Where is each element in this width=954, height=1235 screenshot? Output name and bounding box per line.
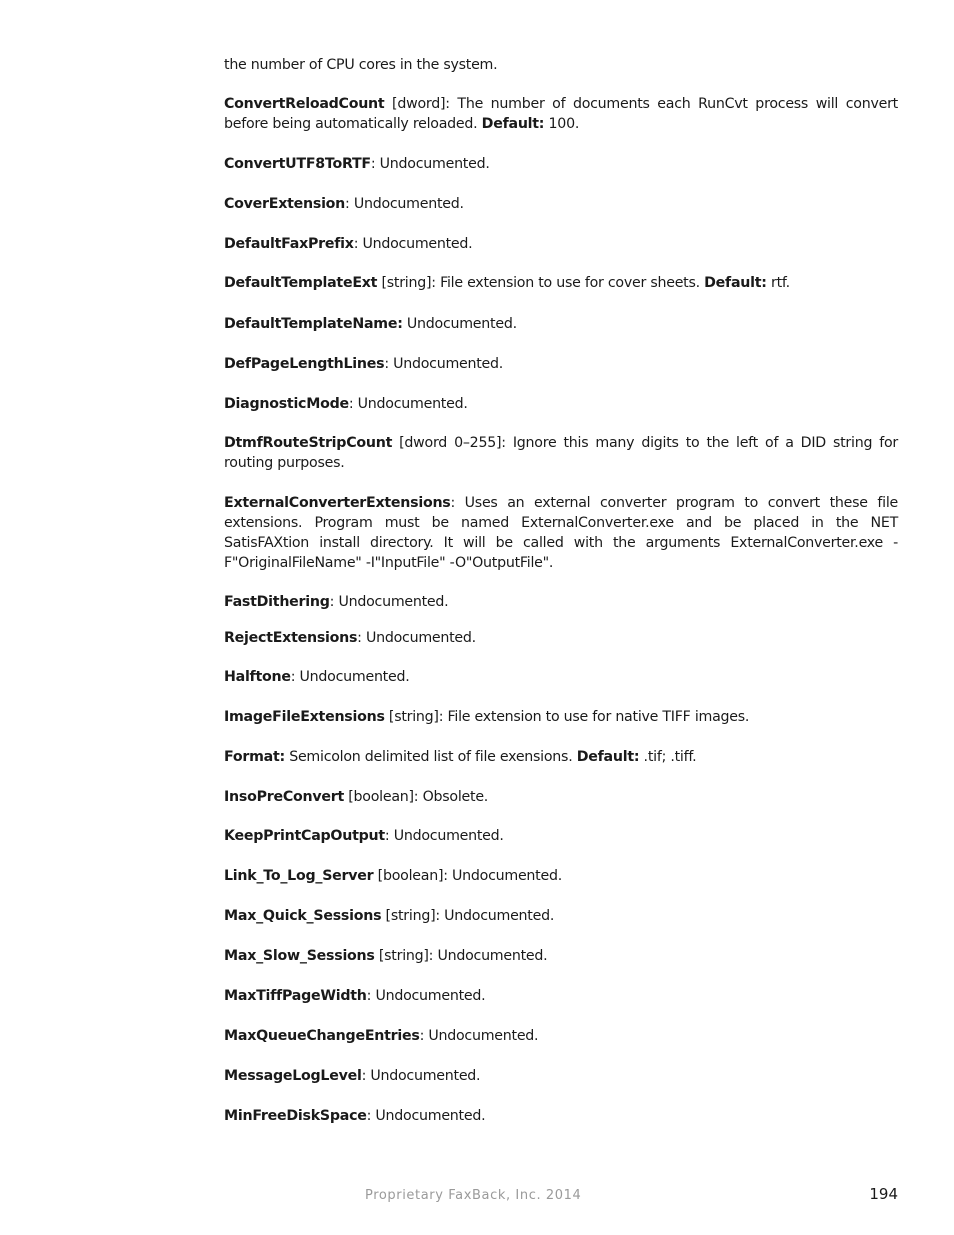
entry-text: : Undocumented. [366,988,486,1004]
entry-term: Max_Quick_Sessions [224,908,382,924]
entry-term: InsoPreConvert [224,789,344,805]
entry-term: DiagnosticMode [224,396,349,412]
entry-term: DtmfRouteStripCount [224,435,393,451]
entry-link-to-log-server [224,866,898,886]
entry-text: : Undocumented. [370,156,490,172]
entry-term: Max_Slow_Sessions [224,948,375,964]
entry-max-tiff-page-width [224,986,898,1006]
entry-halftone [224,667,898,687]
entry-text: [string]: Undocumented. [381,908,555,924]
entry-text: : Undocumented. [345,196,464,212]
page-number: 194 [869,1185,898,1203]
entry-max-quick-sessions [224,906,898,926]
entry-text: [boolean]: Undocumented. [373,868,562,884]
entry-text: : Undocumented. [419,1028,539,1044]
footer-copyright: Proprietary FaxBack, Inc. 2014 [365,1188,582,1203]
entry-term: Link_To_Log_Server [224,868,374,884]
entry-text: : Undocumented. [384,828,504,844]
entry-term: KeepPrintCapOutput [224,828,385,844]
entry-text: : Undocumented. [384,356,504,372]
entry-text: Semicolon delimited list of file exensions. [284,749,577,765]
entry-term: ConvertReloadCount [224,96,385,112]
entry-max-queue-change-entries [224,1026,898,1046]
entry-text: [string]: File extension to use for native TIFF images. [384,709,750,725]
entry-def-page-length-lines [224,354,898,374]
entry-text: : Undocumented. [329,594,449,610]
default-label: Default: [704,275,767,291]
entry-term: Format: [224,749,285,765]
entry-text: : Undocumented. [366,1108,486,1124]
entry-term: ExternalConverterExtensions [224,495,451,511]
entry-text: [dword 0–255]: Ignore this many digits to the left of a DID string for routing purposes. [224,435,898,471]
entry-min-free-disk-space [224,1106,898,1126]
entry-text: : Undocumented. [353,236,473,252]
default-value: .tif; .tiff. [639,749,697,765]
entry-message-log-level [224,1066,898,1086]
entry-term: DefaultFaxPrefix [224,236,354,252]
entry-text: Undocumented. [402,316,517,332]
entry-text: : Undocumented. [361,1068,481,1084]
entry-text: : Undocumented. [357,630,476,646]
entry-term: CoverExtension [224,196,346,212]
entry-cover-extension [224,194,898,214]
default-value: rtf. [766,275,790,291]
entry-text: [string]: File extension to use for cover sheets. [377,275,705,291]
entry-text: [boolean]: Obsolete. [344,789,489,805]
entry-term: MessageLogLevel [224,1068,362,1084]
default-label: Default: [481,116,545,132]
entry-text: : Undocumented. [348,396,468,412]
entry-default-template-name [224,314,898,334]
entry-default-template-ext [224,273,898,293]
entry-convert-utf8-to-rtf [224,154,898,174]
entry-fast-dithering [224,592,898,612]
entry-default-fax-prefix [224,234,898,254]
entry-max-slow-sessions [224,946,898,966]
entry-inso-pre-convert [224,787,898,807]
entry-term: ConvertUTF8ToRTF [224,156,371,172]
entry-diagnostic-mode [224,394,898,414]
entry-reject-extensions [224,628,898,648]
entry-term: DefPageLengthLines [224,356,385,372]
entry-text: [dword]: The number of documents each RunCvt process will convert before being automatically reloaded. [224,96,898,132]
entry-text: : Uses an external converter program to convert these file extensions. Program must be named ExternalConverter.exe and be placed in the NET SatisFAXtion install directory. It will be called with the arguments ExternalConverter.exe -F"OriginalFileName" -I"InputFile" -O"OutputFile". [224,495,898,571]
entry-term: MaxTiffPageWidth [224,988,367,1004]
entry-text: [string]: Undocumented. [374,948,548,964]
entry-term: DefaultTemplateName: [224,316,403,332]
entry-text: the number of CPU cores in the system. [224,57,498,73]
entry-image-file-extensions [224,707,898,727]
entry-dtmf-route-strip-count [224,433,898,473]
entry-term: FastDithering [224,594,330,610]
entry-term: MaxQueueChangeEntries [224,1028,420,1044]
default-value: 100. [544,116,580,132]
entry-term: MinFreeDiskSpace [224,1108,367,1124]
entry-text: : Undocumented. [290,669,410,685]
entry-term: Halftone [224,669,291,685]
entry-external-converter-extensions [224,493,898,573]
entry-keep-print-cap-output [224,826,898,846]
entry-format [224,747,898,767]
default-label: Default: [576,749,640,765]
entry-term: DefaultTemplateExt [224,275,378,291]
entry-term: ImageFileExtensions [224,709,385,725]
entry-term: RejectExtensions [224,630,358,646]
entry-convert-reload-count [224,94,898,134]
entry-0 [224,55,898,75]
